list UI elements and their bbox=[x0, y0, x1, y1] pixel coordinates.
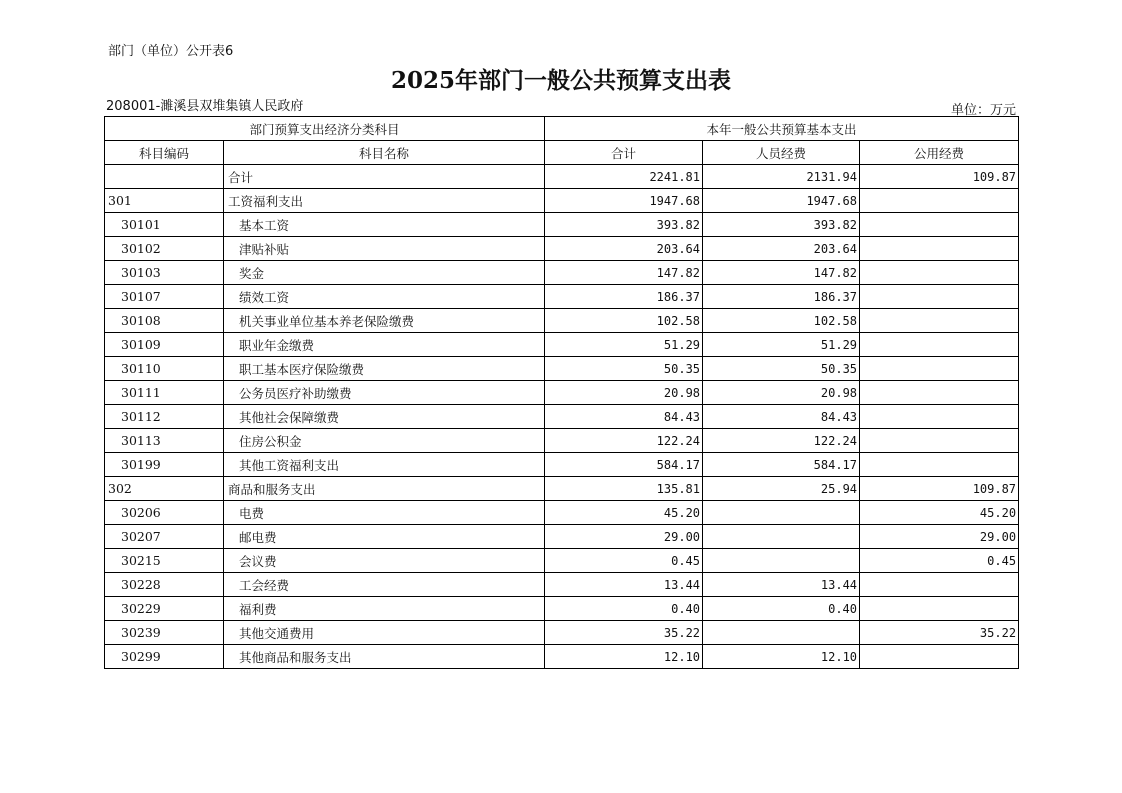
cell-total: 122.24 bbox=[545, 429, 703, 453]
cell-public bbox=[860, 357, 1019, 381]
cell-total: 29.00 bbox=[545, 525, 703, 549]
table-row bbox=[105, 453, 1019, 477]
cell-code: 30103 bbox=[105, 261, 224, 285]
cell-total: 12.10 bbox=[545, 645, 703, 669]
cell-public bbox=[860, 429, 1019, 453]
table-row bbox=[105, 285, 1019, 309]
cell-public bbox=[860, 285, 1019, 309]
cell-name: 工资福利支出 bbox=[224, 189, 545, 213]
header-personnel: 人员经费 bbox=[703, 141, 860, 165]
cell-total: 84.43 bbox=[545, 405, 703, 429]
cell-name: 会议费 bbox=[224, 549, 545, 573]
cell-code: 30107 bbox=[105, 285, 224, 309]
cell-public bbox=[860, 645, 1019, 669]
cell-code: 30101 bbox=[105, 213, 224, 237]
cell-public: 29.00 bbox=[860, 525, 1019, 549]
cell-total: 102.58 bbox=[545, 309, 703, 333]
table-row bbox=[105, 261, 1019, 285]
cell-personnel: 203.64 bbox=[703, 237, 860, 261]
table-row bbox=[105, 573, 1019, 597]
table-row bbox=[105, 213, 1019, 237]
table-row bbox=[105, 645, 1019, 669]
cell-total: 135.81 bbox=[545, 477, 703, 501]
cell-code: 30229 bbox=[105, 597, 224, 621]
cell-code bbox=[105, 165, 224, 189]
cell-code: 30112 bbox=[105, 405, 224, 429]
cell-public bbox=[860, 381, 1019, 405]
cell-name: 商品和服务支出 bbox=[224, 477, 545, 501]
cell-code: 30207 bbox=[105, 525, 224, 549]
cell-code: 30239 bbox=[105, 621, 224, 645]
cell-name: 公务员医疗补助缴费 bbox=[224, 381, 545, 405]
cell-total: 147.82 bbox=[545, 261, 703, 285]
header-column-row bbox=[105, 141, 1019, 165]
cell-personnel bbox=[703, 525, 860, 549]
cell-name: 其他社会保障缴费 bbox=[224, 405, 545, 429]
cell-total: 1947.68 bbox=[545, 189, 703, 213]
cell-name: 其他交通费用 bbox=[224, 621, 545, 645]
cell-public bbox=[860, 453, 1019, 477]
table-row bbox=[105, 525, 1019, 549]
cell-code: 30215 bbox=[105, 549, 224, 573]
cell-total: 45.20 bbox=[545, 501, 703, 525]
cell-code: 30109 bbox=[105, 333, 224, 357]
cell-code: 30228 bbox=[105, 573, 224, 597]
cell-total: 203.64 bbox=[545, 237, 703, 261]
cell-personnel: 12.10 bbox=[703, 645, 860, 669]
cell-total: 393.82 bbox=[545, 213, 703, 237]
cell-code: 30206 bbox=[105, 501, 224, 525]
cell-personnel: 147.82 bbox=[703, 261, 860, 285]
cell-name: 绩效工资 bbox=[224, 285, 545, 309]
cell-name: 基本工资 bbox=[224, 213, 545, 237]
cell-total: 0.45 bbox=[545, 549, 703, 573]
table-row bbox=[105, 405, 1019, 429]
cell-code: 30299 bbox=[105, 645, 224, 669]
cell-code: 30102 bbox=[105, 237, 224, 261]
cell-total: 50.35 bbox=[545, 357, 703, 381]
cell-public bbox=[860, 309, 1019, 333]
cell-personnel: 50.35 bbox=[703, 357, 860, 381]
cell-name: 工会经费 bbox=[224, 573, 545, 597]
cell-name: 邮电费 bbox=[224, 525, 545, 549]
cell-personnel bbox=[703, 621, 860, 645]
cell-code: 30110 bbox=[105, 357, 224, 381]
cell-public bbox=[860, 597, 1019, 621]
table-row bbox=[105, 165, 1019, 189]
cell-code: 30111 bbox=[105, 381, 224, 405]
page-title: 2025年部门一般公共预算支出表 bbox=[390, 67, 731, 94]
cell-name: 其他商品和服务支出 bbox=[224, 645, 545, 669]
table-row bbox=[105, 381, 1019, 405]
cell-name: 住房公积金 bbox=[224, 429, 545, 453]
cell-name: 职工基本医疗保险缴费 bbox=[224, 357, 545, 381]
cell-public bbox=[860, 261, 1019, 285]
cell-total: 20.98 bbox=[545, 381, 703, 405]
cell-total: 584.17 bbox=[545, 453, 703, 477]
cell-name: 电费 bbox=[224, 501, 545, 525]
cell-code: 30199 bbox=[105, 453, 224, 477]
cell-code: 30108 bbox=[105, 309, 224, 333]
cell-personnel: 584.17 bbox=[703, 453, 860, 477]
cell-total: 0.40 bbox=[545, 597, 703, 621]
cell-total: 186.37 bbox=[545, 285, 703, 309]
cell-public: 35.22 bbox=[860, 621, 1019, 645]
cell-public bbox=[860, 333, 1019, 357]
cell-name: 职业年金缴费 bbox=[224, 333, 545, 357]
table-row bbox=[105, 309, 1019, 333]
cell-personnel: 122.24 bbox=[703, 429, 860, 453]
header-basic-expenditure: 本年一般公共预算基本支出 bbox=[545, 117, 1019, 141]
cell-total: 2241.81 bbox=[545, 165, 703, 189]
table-row bbox=[105, 357, 1019, 381]
header-total: 合计 bbox=[545, 141, 703, 165]
table-row bbox=[105, 477, 1019, 501]
header-public: 公用经费 bbox=[860, 141, 1019, 165]
document-label: 部门（单位）公开表6 bbox=[108, 44, 234, 59]
cell-name: 福利费 bbox=[224, 597, 545, 621]
table-row bbox=[105, 429, 1019, 453]
cell-personnel: 51.29 bbox=[703, 333, 860, 357]
cell-name: 津贴补贴 bbox=[224, 237, 545, 261]
cell-public: 109.87 bbox=[860, 165, 1019, 189]
cell-total: 13.44 bbox=[545, 573, 703, 597]
cell-public bbox=[860, 573, 1019, 597]
cell-personnel: 20.98 bbox=[703, 381, 860, 405]
cell-personnel bbox=[703, 549, 860, 573]
cell-public bbox=[860, 405, 1019, 429]
cell-personnel: 13.44 bbox=[703, 573, 860, 597]
cell-code: 302 bbox=[105, 477, 224, 501]
cell-total: 35.22 bbox=[545, 621, 703, 645]
header-name: 科目名称 bbox=[224, 141, 545, 165]
cell-public bbox=[860, 213, 1019, 237]
table-row bbox=[105, 237, 1019, 261]
table-row bbox=[105, 333, 1019, 357]
cell-personnel: 0.40 bbox=[703, 597, 860, 621]
cell-code: 301 bbox=[105, 189, 224, 213]
table-row bbox=[105, 621, 1019, 645]
header-code: 科目编码 bbox=[105, 141, 224, 165]
cell-public: 0.45 bbox=[860, 549, 1019, 573]
cell-personnel: 1947.68 bbox=[703, 189, 860, 213]
unit-label: 单位：万元 bbox=[950, 103, 1016, 118]
cell-personnel: 84.43 bbox=[703, 405, 860, 429]
cell-personnel bbox=[703, 501, 860, 525]
table-row bbox=[105, 189, 1019, 213]
cell-personnel: 393.82 bbox=[703, 213, 860, 237]
cell-personnel: 2131.94 bbox=[703, 165, 860, 189]
cell-name: 合计 bbox=[224, 165, 545, 189]
cell-name: 机关事业单位基本养老保险缴费 bbox=[224, 309, 545, 333]
header-group-row bbox=[105, 117, 1019, 141]
header-economic-classification: 部门预算支出经济分类科目 bbox=[105, 117, 545, 141]
table-row bbox=[105, 501, 1019, 525]
cell-total: 51.29 bbox=[545, 333, 703, 357]
cell-public: 45.20 bbox=[860, 501, 1019, 525]
table-row bbox=[105, 549, 1019, 573]
table-body bbox=[105, 165, 1019, 669]
cell-public bbox=[860, 189, 1019, 213]
cell-personnel: 25.94 bbox=[703, 477, 860, 501]
cell-code: 30113 bbox=[105, 429, 224, 453]
cell-public: 109.87 bbox=[860, 477, 1019, 501]
cell-name: 其他工资福利支出 bbox=[224, 453, 545, 477]
budget-table bbox=[104, 116, 1019, 669]
table-row bbox=[105, 597, 1019, 621]
cell-public bbox=[860, 237, 1019, 261]
organization-name: 208001-濉溪县双堆集镇人民政府 bbox=[106, 99, 304, 114]
cell-personnel: 186.37 bbox=[703, 285, 860, 309]
cell-name: 奖金 bbox=[224, 261, 545, 285]
cell-personnel: 102.58 bbox=[703, 309, 860, 333]
